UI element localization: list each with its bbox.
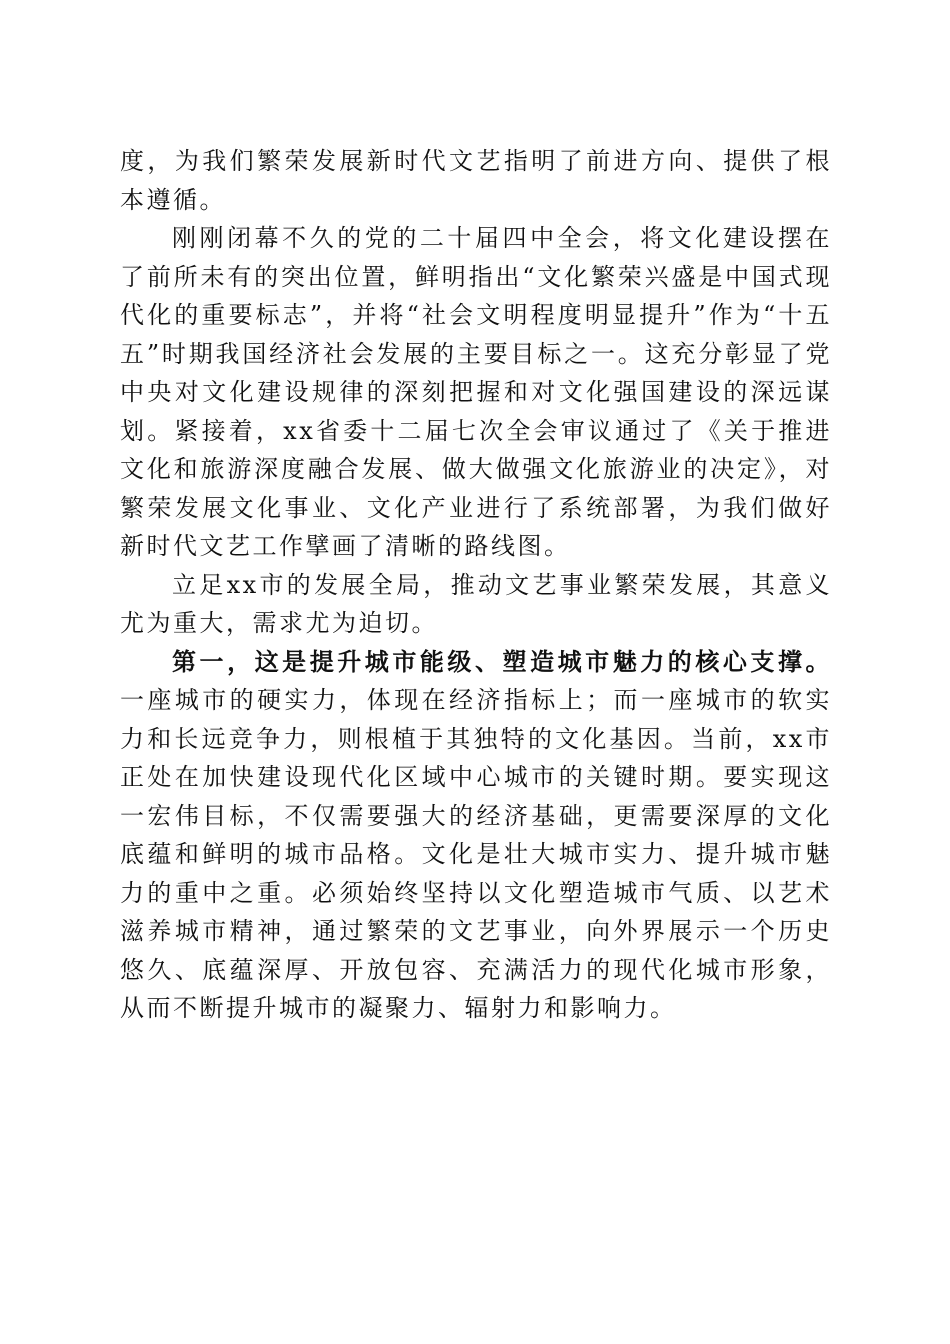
first-point-heading: 第一，这是提升城市能级、塑造城市魅力的核心支撑。: [172, 646, 832, 676]
first-point-body: 一座城市的硬实力，体现在经济指标上；而一座城市的软实力和长远竞争力，则根植于其独特的文化基因。当前，xx市正处在加快建设现代化区域中心城市的关键时期。要实现这一宏伟目标，不仅需要强大的经济基础，更需要深厚的文化底蕴和鲜明的城市品格。文化是壮大城市实力、提升城市魅力的重中之重。必须始终坚持以文化塑造城市气质、以艺术滋养城市精神，通过繁荣的文艺事业，向外界展示一个历史悠久、底蕴深厚、开放包容、充满活力的现代化城市形象，从而不断提升城市的凝聚力、辐射力和影响力。: [120, 686, 832, 1022]
paragraph-city-development: 立足xx市的发展全局，推动文艺事业繁荣发展，其意义尤为重大，需求尤为迫切。: [120, 570, 832, 637]
paragraph-first-point: [120, 643, 832, 1028]
document-body: [120, 142, 832, 1028]
paragraph-plenary-session: 刚刚闭幕不久的党的二十届四中全会，将文化建设摆在了前所未有的突出位置，鲜明指出“文化繁荣兴盛是中国式现代化的重要标志”，并将“社会文明程度明显提升”作为“十五五”时期我国经济社会发展的主要目标之一。这充分彰显了党中央对文化建设规律的深刻把握和对文化强国建设的深远谋划。紧接着，xx省委十二届七次全会审议通过了《关于推进文化和旅游深度融合发展、做大做强文化旅游业的决定》，对繁荣发展文化事业、文化产业进行了系统部署，为我们做好新时代文艺工作擘画了清晰的路线图。: [120, 224, 832, 560]
paragraph-continuation: 度，为我们繁荣发展新时代文艺指明了前进方向、提供了根本遵循。: [120, 147, 832, 214]
